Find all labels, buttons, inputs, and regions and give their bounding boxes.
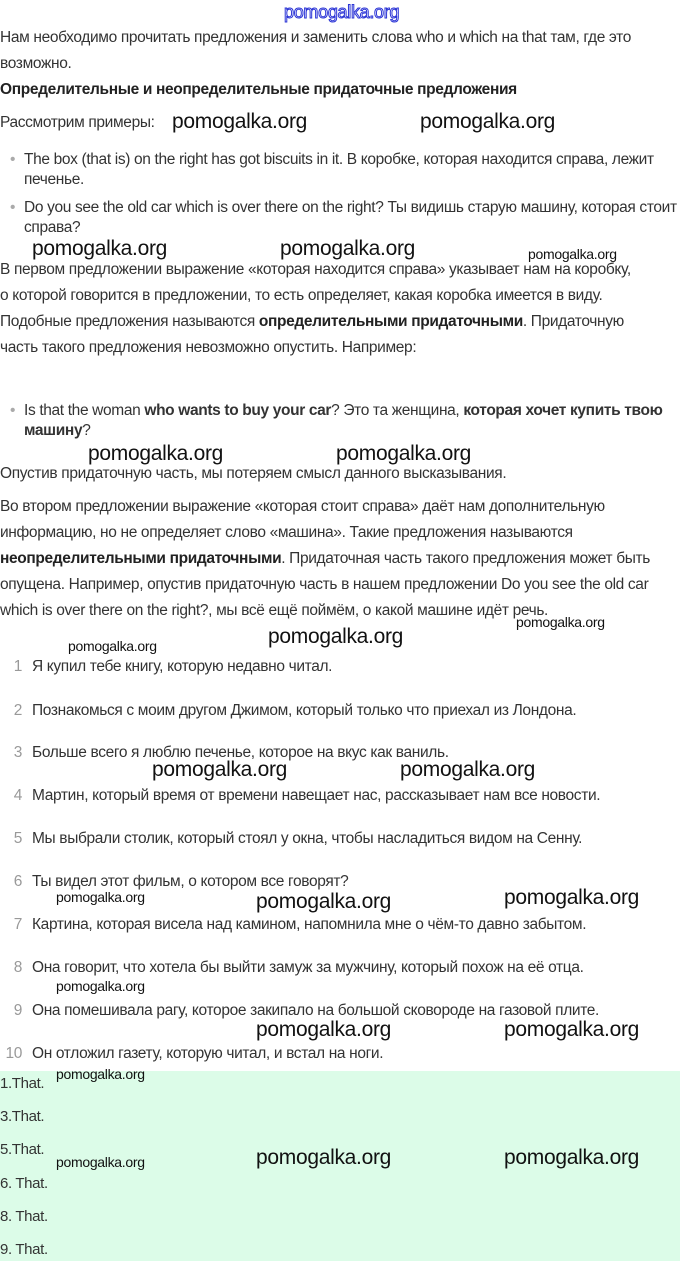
watermark: pomogalka.org <box>268 625 404 648</box>
task-item <box>0 657 680 677</box>
task-text: Она говорит, что хотела бы выйти замуж за мужчину, который похож на её отца. <box>32 959 584 976</box>
task-text: Мартин, который время от времени навещает нас, рассказывает нам все новости. <box>32 787 601 804</box>
watermark: pomogalka.org <box>280 237 416 260</box>
text: Во втором предложении выражение «которая стоит справа» даёт нам дополнительную информацию, но не определяет слово «машина». Такие предложения называются <box>0 498 605 541</box>
bold-term: who wants to buy your car <box>144 402 332 419</box>
answer: 9. That. <box>0 1241 48 1258</box>
task-number: 7 <box>13 916 22 933</box>
intro-text: Нам необходимо прочитать предложения и заменить слова who и which на that там, где это возможно. <box>0 29 631 72</box>
watermark: pomogalka.org <box>88 442 224 465</box>
task-number: 4 <box>13 787 22 804</box>
example-item: • The box (that is) on the right has got biscuits in it. В коробке, которая находится справа, лежит печенье. <box>10 150 680 190</box>
answer: 3.That. <box>0 1108 45 1125</box>
watermark: pomogalka.org <box>68 638 157 654</box>
task-text: Мы выбрали столик, который стоял у окна, чтобы насладиться видом на Сенну. <box>32 830 583 847</box>
watermark: pomogalka.org <box>528 246 617 262</box>
watermark: pomogalka.org <box>504 1018 640 1041</box>
task-text: Больше всего я люблю печенье, которое на вкус как ваниль. <box>32 744 449 761</box>
text: . Придаточную часть такого предложения невозможно опустить. Например: <box>0 313 624 356</box>
bold-term: неопределительными придаточными <box>0 550 282 567</box>
task-text: Ты видел этот фильм, о котором все говорят? <box>32 873 349 890</box>
paragraph-non-defining <box>0 494 680 624</box>
examples-label: Рассмотрим примеры: <box>0 114 155 131</box>
text: ? Это та женщина, <box>331 402 464 419</box>
watermark: pomogalka.org <box>256 890 392 913</box>
watermark: pomogalka.org <box>504 1146 640 1169</box>
task-text: Он отложил газету, которую читал, и встал на ноги. <box>32 1045 384 1062</box>
paragraph-meaning: Опустив придаточную часть, мы потеряем смысл данного высказывания. <box>0 465 507 482</box>
example-item: • Do you see the old car which is over there on the right? Ты видишь старую машину, которая стоит справа? <box>10 198 680 238</box>
text: ? <box>82 422 91 439</box>
watermark: pomogalka.org <box>516 614 605 630</box>
watermark-top: pomogalka.org <box>284 2 400 22</box>
answer: 8. That. <box>0 1208 48 1225</box>
answer: 5.That. <box>0 1141 45 1158</box>
task-number: 10 <box>5 1045 22 1062</box>
section-heading: Определительные и неопределительные придаточные предложения <box>0 81 517 98</box>
task-item <box>0 915 680 935</box>
task-item <box>0 1044 680 1064</box>
task-number: 9 <box>13 1002 22 1019</box>
task-number: 2 <box>13 702 22 719</box>
bold-term: определительными придаточными <box>258 313 523 330</box>
text: . Придаточная часть такого предложения может быть опущена. Например, опустив придаточную часть в нашем предложении Do you see the old car which is over there on the right?, мы всё ещё поймём, о какой машине идёт речь. <box>0 550 651 619</box>
task-number: 1 <box>13 658 22 675</box>
watermark: pomogalka.org <box>420 110 556 133</box>
answer: 1.That. <box>0 1075 45 1092</box>
task-text: Познакомься с моим другом Джимом, который только что приехал из Лондона. <box>32 702 577 719</box>
answer: 6. That. <box>0 1175 48 1192</box>
watermark: pomogalka.org <box>256 1018 392 1041</box>
task-number: 5 <box>13 830 22 847</box>
task-number: 3 <box>13 744 22 761</box>
text: Is that the woman <box>24 402 145 419</box>
watermark: pomogalka.org <box>56 978 145 994</box>
watermark: pomogalka.org <box>172 110 308 133</box>
watermark: pomogalka.org <box>32 237 168 260</box>
task-item <box>0 701 680 721</box>
task-text: Картина, которая висела над камином, напомнила мне о чём-то давно забытом. <box>32 916 587 933</box>
watermark: pomogalka.org <box>400 758 536 781</box>
task-text: Я купил тебе книгу, которую недавно читал. <box>32 658 333 675</box>
text: В первом предложении выражение «которая находится справа» указывает нам на коробку, о которой говорится в предложении, то есть определяет, какая коробка имеется в виду. Подобные предложения называются <box>0 261 631 330</box>
task-item <box>0 786 680 806</box>
watermark: pomogalka.org <box>56 889 145 905</box>
paragraph-defining <box>0 257 640 361</box>
task-number: 8 <box>13 959 22 976</box>
task-text: Она помешивала рагу, которое закипало на большой сковороде на газовой плите. <box>32 1002 600 1019</box>
watermark: pomogalka.org <box>336 442 472 465</box>
task-item <box>0 829 680 849</box>
task-number: 6 <box>13 873 22 890</box>
watermark: pomogalka.org <box>152 758 288 781</box>
watermark: pomogalka.org <box>504 886 640 909</box>
example-item <box>10 401 680 441</box>
watermark: pomogalka.org <box>56 1066 145 1082</box>
task-item <box>0 958 680 978</box>
watermark: pomogalka.org <box>256 1146 392 1169</box>
watermark: pomogalka.org <box>56 1154 145 1170</box>
bold-term: которая хочет купить твою машину <box>24 402 663 439</box>
task-item <box>0 743 680 763</box>
